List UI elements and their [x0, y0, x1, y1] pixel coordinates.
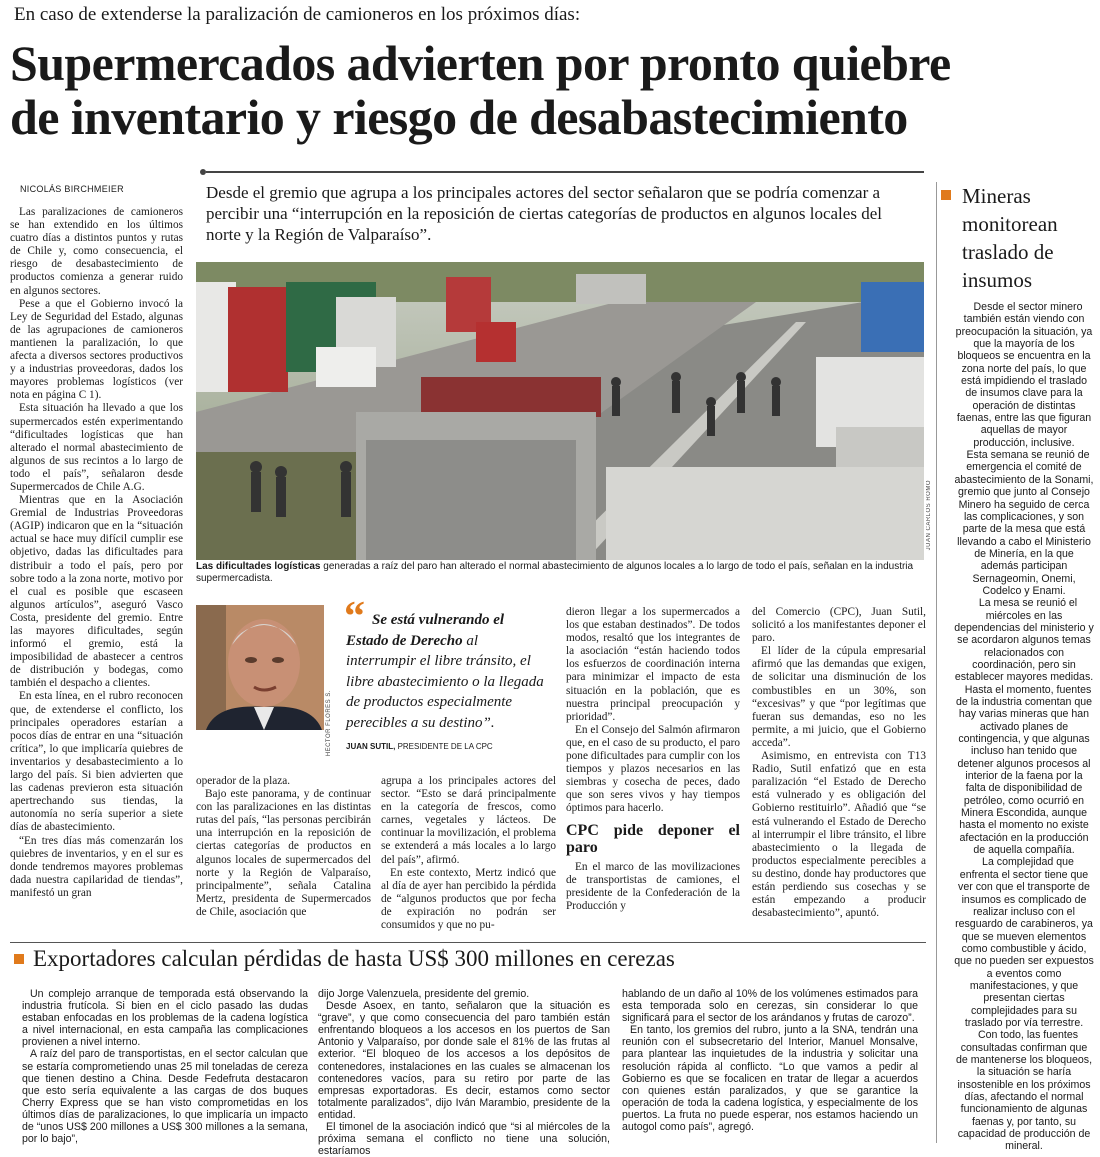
paragraph: Mientras que en la Asociación Gremial de Industrias Proveedoras (AGIP) indicaron que en la “situación actual se hace muy difícil cumplir ese objetivo, dadas las dificultades para distribuir a todo el país, pero por sobre todo a la zona norte, motivo por el cual es posible que escaseen algunos artículos”, aseguró Vasco Costa, presidente del gremio. Entre las mayores dificultades, según informó el gremio, está la imposibilidad de abastecer a centros de distribución y bodegas, como también el despacho a clientes. — [10, 494, 183, 690]
paragraph: Las paralizaciones de camioneros se han extendido en los últimos cuatro días a distintos puntos y rutas de Chile y, como consecuencia, el riesgo de desabastecimiento de productos comienza a generar ruido en algunos sectores. — [10, 206, 183, 297]
paragraph: En el marco de las movilizaciones de transportistas de camiones, el presidente de la Confederación de la Producción y — [566, 860, 740, 912]
paragraph: La mesa se reunió el miércoles en las dependencias del ministerio y se acordaron algunos temas relacionados con coordinación, pero sin establecer mayores medidas. — [954, 597, 1094, 684]
headline-line-1: Supermercados advierten por pronto quiebre — [10, 35, 951, 91]
article-column-5 — [752, 606, 926, 920]
article-column-2 — [196, 775, 371, 919]
paragraph: Un complejo arranque de temporada está observando la industria frutícola. Si bien en el ciclo pasado las dudas estaban enfocadas en los problemas de la cadena logística a nivel internacional, en esta campaña las complicaciones provienen a nivel interno. — [22, 988, 308, 1049]
headline — [10, 36, 1100, 144]
photo-illustration — [196, 262, 924, 560]
kicker: En caso de extenderse la paralización de camioneros en los próximos días: — [14, 4, 581, 25]
paragraph: En tanto, los gremios del rubro, junto a la SNA, tendrán una reunión con el subsecretario del Interior, Manuel Monsalve, para plantear las inquietudes de la industria y solicitar una resolución rápida al conflicto. “Lo que vamos a pedir al Gobierno es que se focalicen en tratar de llegar a acuerdos con quienes están paralizados, y que se garantice la operación de toda la cadena logística, y especialmente de los puertos. La fruta no puede esperar, nos estamos haciendo un autogol como país”, agregó. — [622, 1024, 918, 1134]
paragraph: En esta línea, en el rubro reconocen que, de extenderse el conflicto, los principales operadores estarían a pocos días de entrar en una “situación crítica”, lo que implicaría quiebres de inventarios y desabastecimiento a lo largo del país. Si bien advierten que las cadenas previeron esta situación apertrechando sus tiendas, la autonomía no sería superior a siete días de abastecimiento. — [10, 690, 183, 834]
paragraph: El líder de la cúpula empresarial afirmó que las demandas que exigen, de solicitar una disminución de los combustibles en un 30%, son “excesivas” y que “por legítimas que fueran sus demandas, eso no les permite, a mi juicio, que el Gobierno acceda”. — [752, 645, 926, 749]
quote-lead: Se está vulnerando el Estado de Derecho — [346, 612, 505, 649]
bottom-column-2 — [318, 988, 610, 1157]
paragraph: Bajo este panorama, y de continuar con las paralizaciones en las distintas rutas del país, “las personas percibirán una interrupción en la reposición de ciertas categorías de productos en algunos locales de supermercados del norte y la Región de Valparaíso, principalmente”, señala Catalina Mertz, presidenta de Supermercados de Chile, asociación que — [196, 788, 371, 918]
paragraph: Esta semana se reunió de emergencia el comité de abastecimiento de la Sonami, gremio que junto al Consejo Minero ha seguido de cerca las complicaciones, y son parte de la mesa que está llevando a cabo el Ministerio de Minería, en la que además participan Sernageomin, Onemi, Codelco y Enami. — [954, 449, 1094, 597]
article-column-1 — [10, 206, 183, 900]
quote-author: JUAN SUTIL, — [346, 742, 396, 751]
sidebar-divider — [936, 182, 937, 1143]
subhead-cpc: CPC pide deponer el paro — [566, 821, 740, 856]
bottom-story-divider — [10, 942, 926, 943]
caption-lead: Las dificultades logísticas — [196, 561, 321, 572]
pull-quote — [346, 610, 546, 733]
caption-text: generadas a raíz del paro han alterado el normal abastecimiento de algunos locales a lo largo de todo el país, señalan en la industria supermercadista. — [196, 561, 914, 584]
paragraph: El timonel de la asociación indicó que “si al miércoles de la próxima semana el conflicto no tiene una solución, estaríamos — [318, 1121, 610, 1157]
paragraph: A raíz del paro de transportistas, en el sector calculan que se estaría comprometiendo unas 25 mil toneladas de cereza que tienen destino a China. Desde Fedefruta destacaron que esto sería equivalente a las cargas de dos buques Cherry Express que se han visto comprometidas en los últimos días de paralizaciones, lo que implicaría un impacto de “unos US$ 200 millones a US$ 300 millones a la semana, por lo bajo”, — [22, 1048, 308, 1146]
bottom-story-title: Exportadores calculan pérdidas de hasta US$ 300 millones en cerezas — [33, 946, 675, 971]
portrait-credit: HÉCTOR FLORES S. — [326, 690, 332, 757]
deck: Desde el gremio que agrupa a los principales actores del sector señalaron que se podría comenzar a percibir una “interrupción en la reposición de ciertas categorías de productos en algunos locales del norte y la Región de Valparaíso”. — [206, 183, 882, 244]
portrait-illustration — [196, 605, 324, 730]
juan-sutil-portrait — [196, 605, 324, 730]
bottom-column-3 — [622, 988, 918, 1133]
sidebar-title: Mineras monitorean traslado de insumos — [962, 184, 1058, 292]
paragraph: hablando de un daño al 10% de los volúmenes estimados para esta temporada solo en cerezas, sin considerar lo que significará para el sector de los arándanos y frutas de carozo”. — [622, 988, 918, 1025]
quote-author-role: PRESIDENTE DE LA CPC — [395, 742, 493, 751]
paragraph: En el Consejo del Salmón afirmaron que, en el caso de su producto, el paro pone dificultades para cumplir con los tiempos y plazos necesarios en las siembras y cosecha de peces, dado que son seres vivos y hay tiempos óptimos para hacerlo. — [566, 723, 740, 815]
bottom-bullet-icon — [14, 954, 24, 964]
sidebar-bullet-icon — [941, 190, 951, 200]
quote-attribution — [346, 742, 493, 751]
paragraph: En este contexto, Mertz indicó que al día de ayer han percibido la pérdida de “algunos productos que por fecha de expiración no podrán ser consumidos y que no pu- — [381, 866, 556, 932]
headline-line-2: de inventario y riesgo de desabastecimiento — [10, 89, 908, 145]
byline: NICOLÁS BIRCHMEIER — [20, 184, 124, 194]
paragraph: dieron llegar a los supermercados a los que estaban destinados”. De todos modos, resaltó que los integrantes de la asociación “están haciendo todos los esfuerzos de coordinación interna para minimizar el impacto de esta situación en la población, que es nuestra principal preocupación y prioridad”. — [566, 606, 740, 723]
paragraph: Asimismo, en entrevista con T13 Radio, Sutil enfatizó que en esta paralización “el Estado de Derecho está vulnerado y es obligación del Gobierno restituirlo”. Añadió que “se está vulnerando el Estado de Derecho al interrumpir el libre tránsito, el libre abastecimiento o la llegada de productos especialmente perecibles a su destino, donde hay productores que están perdiendo sus cosechas y se están empezando a producir desabastecimiento”, apuntó. — [752, 750, 926, 920]
paragraph: Pese a que el Gobierno invocó la Ley de Seguridad del Estado, algunas de las agrupaciones de camioneros mantienen la paralización, lo que afecta a diversos sectores productivos y a industrias proveedoras, dados los mayores problemas logísticos (ver nota en página C 1). — [10, 297, 183, 402]
paragraph: Desde el sector minero también están viendo con preocupación la situación, ya que la mayoría de los bloqueos se encuentra en la zona norte del país, lo que está impidiendo el traslado de insumos clave para la operación de distintas faenas, entre las que figuran aquellas de mayor producción, inclusive. — [955, 301, 1093, 449]
paragraph: dijo Jorge Valenzuela, presidente del gremio. — [318, 988, 530, 1000]
trucks-blockade-photo — [196, 262, 924, 560]
paragraph: Con todo, las fuentes consultadas confirman que de mantenerse los bloqueos, la situación se haría insostenible en los próximos días, afectando el normal funcionamiento de algunas faenas y, por tanto, su capacidad de producción de mineral. — [955, 1029, 1093, 1153]
quote-text: al interrumpir el libre tránsito, el libre abastecimiento o la llegada de productos especialmente perecibles a su destino”. — [346, 632, 544, 731]
paragraph: operador de la plaza. — [196, 775, 291, 787]
bottom-column-1 — [22, 988, 308, 1145]
article-column-4 — [566, 606, 740, 913]
paragraph: Hasta el momento, fuentes de la industria comentan que hay varias mineras que han activado planes de contingencia, y que algunas incluso han tenido que detener algunos procesos al interior de la faena por la falta de disponibilidad de petróleo, como ocurrió en Minera Escondida, aunque hasta el momento no existe afectación en la producción de aquella compañía. — [955, 683, 1093, 857]
photo-caption — [196, 561, 924, 585]
paragraph: agrupa a los principales actores del sector. “Esto se dará principalmente en la categoría de frescos, como carnes, vegetales y lácteos. De continuar la movilización, el problema se extenderá a más locales a lo largo del país”, afirmó. — [381, 775, 556, 866]
paragraph: Esta situación ha llevado a que los supermercados estén experimentando “dificultades logísticas que han alterado el normal abastecimiento de algunos de sus recintos a lo largo de todo el país”, señalaron desde Supermercados de Chile A.G. — [10, 402, 183, 493]
paragraph: La complejidad que enfrenta el sector tiene que ver con que el transporte de insumos es complicado de realizar incluso con el resguardo de carabineros, ya que se mueven elementos como combustible y ácido, que no pueden ser expuestos a eventos como manifestaciones, y que presentan ciertas complejidades para su traslado por vía terrestre. — [954, 856, 1094, 1029]
paragraph: Desde Asoex, en tanto, señalaron que la situación es “grave”, y que como consecuencia del paro también están enfrentando bloqueos a los accesos en los puertos de San Antonio y Valparaíso, por donde sale el 81% de las frutas al exterior. “El bloqueo de los accesos a los depósitos de contenedores, instalaciones en las cuales se almacenan los contenedores vacíos, para su retiro por parte de las empresas exportadoras. Es decir, estamos como sector totalmente paralizados”, dijo Iván Marambio, presidente de la entidad. — [318, 1000, 610, 1121]
paragraph: “En tres días más comenzarán los quiebres de inventarios, y en el sur es donde tendremos mayores problemas dada nuestra capilaridad de tiendas”, manifestó un gran — [10, 834, 183, 899]
photo-credit: JUAN CARLOS ROMO — [926, 480, 932, 551]
article-column-3 — [381, 775, 556, 932]
quote-mark-icon: “ — [344, 594, 365, 640]
headline-divider — [206, 171, 924, 173]
sidebar-body — [954, 301, 1094, 1153]
paragraph: del Comercio (CPC), Juan Sutil, solicitó a los manifestantes deponer el paro. — [752, 606, 926, 645]
